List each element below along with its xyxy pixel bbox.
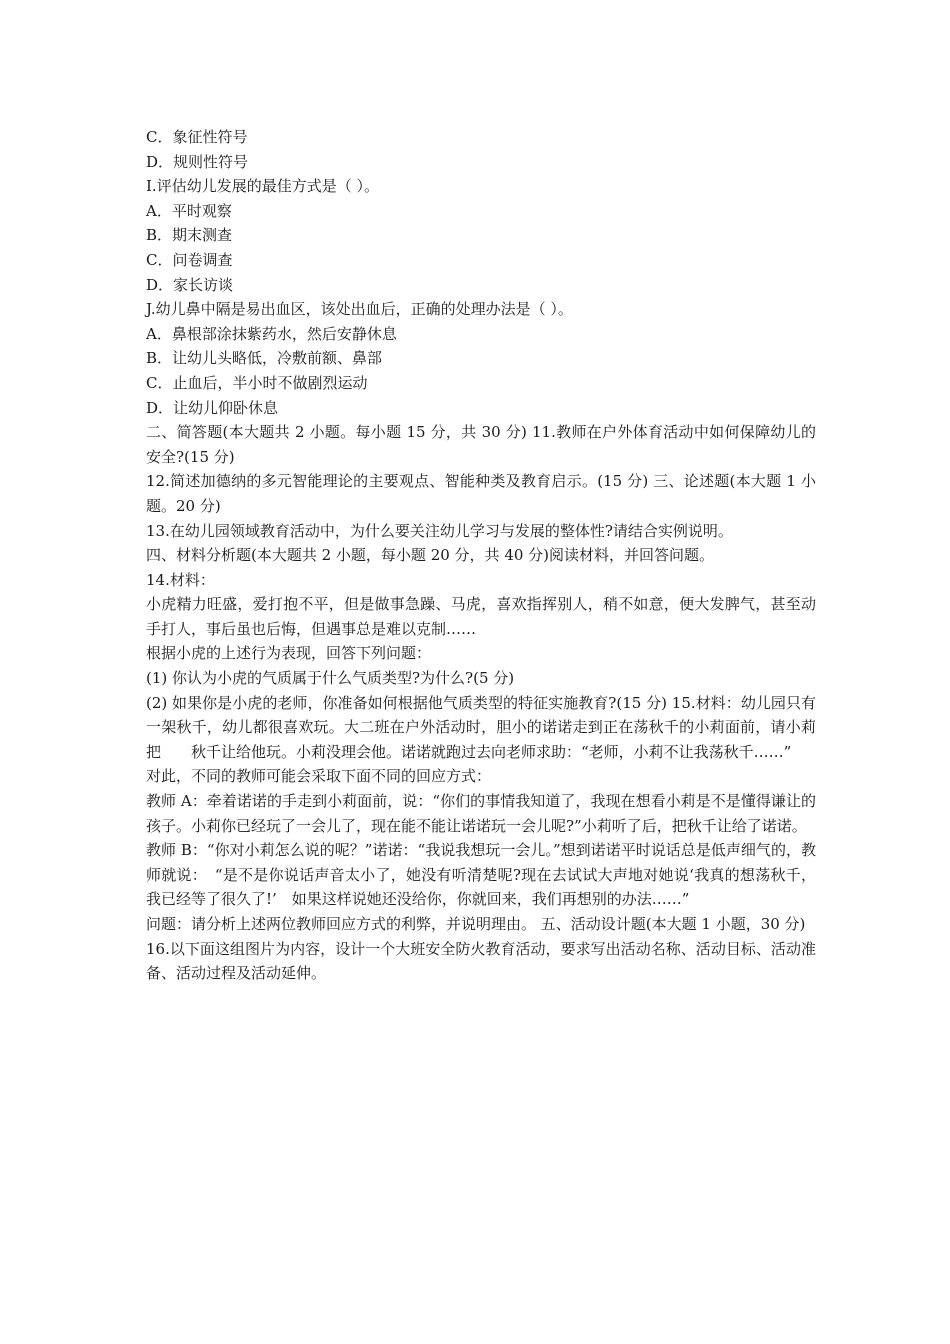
q14-prompt: 根据小虎的上述行为表现，回答下列问题： xyxy=(146,644,432,663)
q15-teacher-a: 教师 A：牵着诺诺的手走到小莉面前，说：“你们的事情我知道了，我现在想看小莉是不是懂得谦让的孩子。小莉你已经玩了一会儿了，现在能不能让诺诺玩一会儿呢?”小莉听了后，把秋千让给了诺诺。 xyxy=(146,792,816,835)
q14-label: 14.材料： xyxy=(146,570,215,589)
q15-teacher-b: 教师 B：“你对小莉怎么说的呢？”诺诺：“我说我想玩一会儿。”想到诺诺平时说话总是低声细气的，教师就说： “是不是你说话声音太小了，她没有听清楚呢?现在去试试大声地对她说‘我真的想荡秋千，我已经等了很久了!’ 如果这样说她还没给你，你就回来，我们再想别的办法……” xyxy=(146,841,816,909)
option-c-stop: C．止血后，半小时不做剧烈运动 xyxy=(146,373,368,392)
q14-material: 小虎精力旺盛，爱打抱不平，但是做事急躁、马虎，喜欢指挥别人，稍不如意，便大发脾气，甚至动手打人，事后虽也后悔，但遇事总是难以克制…… xyxy=(146,595,816,638)
q16: 16.以下面这组图片为内容，设计一个大班安全防火教育活动，要求写出活动名称、活动目标、活动准备、活动过程及活动延伸。 xyxy=(146,939,816,983)
section-two-q11: 二、简答题(本大题共 2 小题。每小题 15 分，共 30 分) 11.教师在户外体育活动中如何保障幼儿的安全?(15 分) xyxy=(146,423,816,466)
q14-sub1: (1) 你认为小虎的气质属于什么气质类型?为什么?(5 分) xyxy=(146,669,515,688)
section-four: 四、材料分析题(本大题共 2 小题，每小题 20 分，共 40 分)阅读材料，并回答问题。 xyxy=(146,546,715,565)
question-j: J.幼儿鼻中隔是易出血区，该处出血后，正确的处理办法是（ ）。 xyxy=(146,300,573,319)
document-body xyxy=(146,125,816,986)
option-a-purple: A．鼻根部涂抹紫药水，然后安静休息 xyxy=(146,324,397,343)
q13: 13.在幼儿园领域教育活动中，为什么要关注幼儿学习与发展的整体性?请结合实例说明。 xyxy=(146,521,733,540)
q15-intro: 对此，不同的教师可能会采取下面不同的回应方式： xyxy=(146,767,492,786)
q12-section-three: 12.简述加德纳的多元智能理论的主要观点、智能种类及教育启示。(15 分) 三、论述题(本大题 1 小题。20 分) xyxy=(146,472,816,515)
q15-question-section-five: 问题：请分析上述两位教师回应方式的利弊，并说明理由。 五、活动设计题(本大题 1 小题，30 分) xyxy=(146,915,806,933)
option-c-survey: C．问卷调查 xyxy=(146,250,233,269)
option-d-rule: D．规则性符号 xyxy=(146,152,249,171)
option-b-exam: B．期末测查 xyxy=(146,226,233,245)
option-b-headlow: B．让幼儿头略低，冷敷前额、鼻部 xyxy=(146,349,383,368)
option-d-parent: D．家长访谈 xyxy=(146,275,234,294)
option-a-observe: A．平时观察 xyxy=(146,201,232,220)
option-c-symbolic: C．象征性符号 xyxy=(146,128,248,146)
q14-sub2-q15: (2) 如果你是小虎的老师，你准备如何根据他气质类型的特征实施教育?(15 分) 15.材料：幼儿园只有一架秋千，幼儿都很喜欢玩。大二班在户外活动时，胆小的诺诺走到正在荡秋千的小莉面前，请小莉把 秋千让给他玩。小莉没理会他。诺诺就跑过去向老师求助：“老师，小莉不让我荡秋千……” xyxy=(146,693,816,761)
question-i: I.评估幼儿发展的最佳方式是（ ）。 xyxy=(146,177,379,196)
option-d-supine: D．让幼儿仰卧休息 xyxy=(146,398,279,417)
